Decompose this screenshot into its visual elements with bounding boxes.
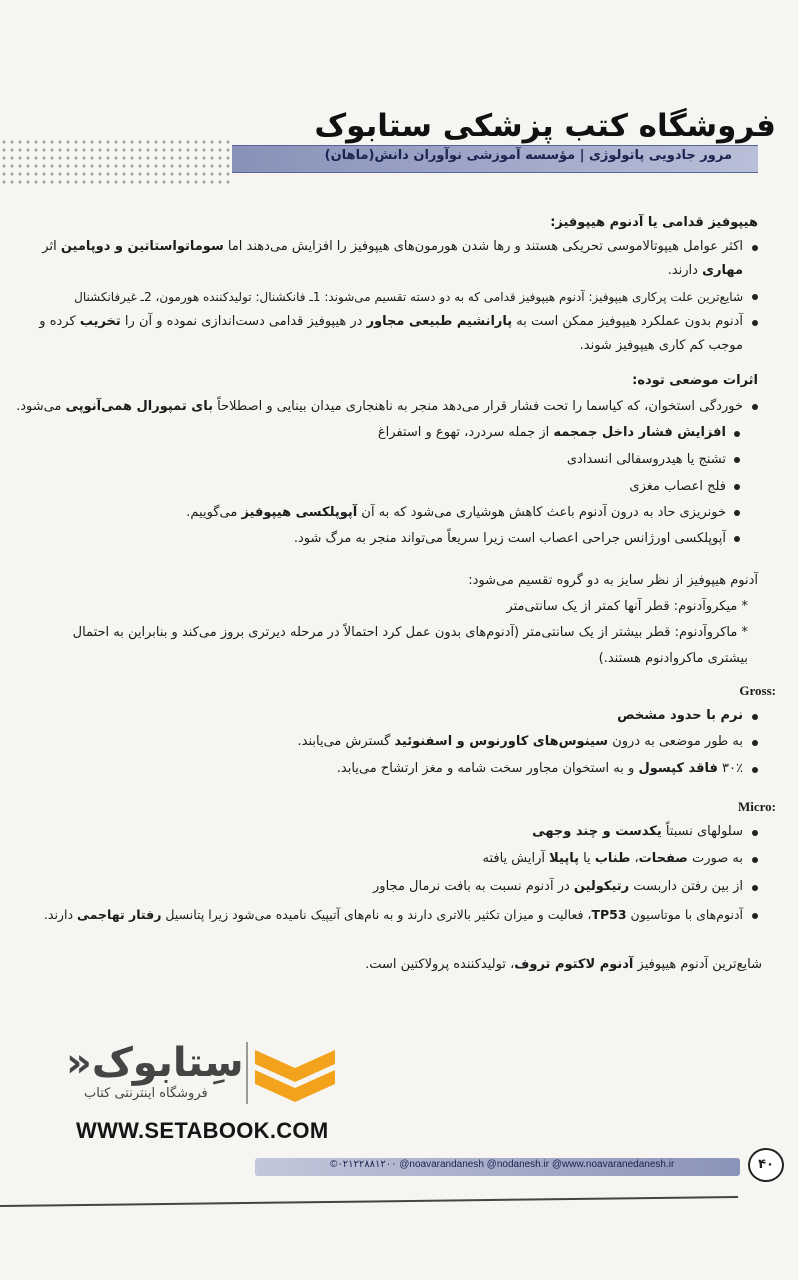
bullet [752, 294, 758, 300]
paragraph-line: آدنوم بدون عملکرد هیپوفیز ممکن است به پارانشیم طبیعی مجاور در هیپوفیز قدامی دست‌اندازی نموده و آن را تخریب کرده و [39, 314, 743, 329]
bullet [752, 245, 758, 251]
section-heading: اثرات موضعی توده: [632, 373, 758, 388]
bullet [752, 404, 758, 410]
page-number: ۴۰ [748, 1148, 784, 1182]
bullet [752, 320, 758, 326]
bullet [752, 885, 758, 891]
website-url: WWW.SETABOOK.COM [76, 1118, 329, 1143]
bullet [752, 830, 758, 836]
paragraph-line: اکثر عوامل هیپوتالاموسی تحریکی هستند و رها شدن هورمون‌های هیپوفیز را افزایش می‌دهند اما سوماتواستاتین و دوپامین اثر [42, 239, 743, 254]
logo-divider [246, 1042, 248, 1104]
gross-heading: Gross: [739, 683, 776, 698]
closing-sentence: شایع‌ترین آدنوم هیپوفیز آدنوم لاکتوم تروف، تولیدکننده پرولاکتین است. [365, 957, 762, 972]
list-item: به صورت صفحات، طناب یا پاپیلا آرایش یافته [482, 851, 743, 866]
bullet [752, 913, 758, 919]
paragraph-line: مهاری دارند. [667, 263, 743, 278]
bullet [734, 536, 740, 542]
banner-text: مرور جادویی پاتولوژی | مؤسسه آموزشی نوآوران دانش(ماهان) [324, 148, 732, 163]
list-item: خونریزی حاد به درون آدنوم باعث کاهش هوشیاری می‌شود که به آن آپوپلکسی هیپوفیز می‌گوییم. [186, 505, 726, 520]
paragraph-line: بیشتری ماکروادنوم هستند.) [598, 651, 748, 666]
list-item: خوردگی استخوان، که کیاسما را تحت فشار قرار می‌دهد منجر به ناهنجاری میدان بینایی و اصطلاحاً بای تمپورال همی‌آنوپی می‌شود. [16, 399, 743, 414]
footer-rule [0, 1196, 738, 1207]
bullet [752, 714, 758, 720]
list-item: به طور موضعی به درون سینوس‌های کاورنوس و اسفنوئید گسترش می‌یابند. [297, 734, 743, 749]
bullet [752, 767, 758, 773]
paragraph-line: موجب کم کاری هیپوفیز شوند. [579, 338, 743, 353]
bullet [752, 740, 758, 746]
paragraph-line: * ماکروآدنوم: قطر بیشتر از یک سانتی‌متر (آدنوم‌های بدون عمل کرد احتمالاً در مرحله دیرتری بروز می‌کند و بنابراین به احتمال [72, 625, 748, 640]
bullet [734, 457, 740, 463]
list-item: افزایش فشار داخل جمجمه از جمله سردرد، تهوع و استفراغ [377, 425, 726, 440]
list-item: آپوپلکسی اورژانس جراحی اعصاب است زیرا سریعاً می‌تواند منجر به مرگ شود. [293, 531, 726, 546]
paragraph-line: آدنوم هیپوفیز از نظر سایز به دو گروه تقسیم می‌شود: [468, 573, 758, 588]
paragraph-line: شایع‌ترین علت پرکاری هیپوفیز: آدنوم هیپوفیز قدامی که به دو دسته تقسیم می‌شوند: 1ـ فانکشنال: تولیدکننده هورمون، 2ـ غیرفانکشنال [74, 290, 743, 304]
bullet [752, 857, 758, 863]
section-heading: هیپوفیز قدامی یا آدنوم هیپوفیز: [550, 215, 758, 230]
store-title: فروشگاه کتب پزشکی ستابوک [314, 108, 776, 144]
footer-contacts: ©۰۲۱۲۲۸۸۱۲۰۰ @noavarandanesh @nodanesh.ir @www.noavaranedanesh.ir [330, 1159, 675, 1170]
micro-heading: Micro: [737, 799, 776, 814]
list-item: نرم با حدود مشخص [617, 708, 743, 723]
bullet [734, 431, 740, 437]
paragraph-line: * میکروآدنوم: قطر آنها کمتر از یک سانتی‌متر [506, 599, 748, 614]
list-item: فلج اعصاب مغزی [629, 479, 726, 494]
logo-wordmark: سِتابوک« [66, 1040, 244, 1086]
list-item: از بین رفتن داربست رتیکولین در آدنوم نسبت به بافت نرمال مجاور [373, 879, 743, 894]
list-item: تشنج یا هیدروسفالی انسدادی [566, 452, 726, 467]
list-item: ۳۰٪ فاقد کپسول و به استخوان مجاور سخت شامه و مغز ارتشاح می‌یابد. [336, 761, 743, 776]
list-item: آدنوم‌های با موتاسیون TP53، فعالیت و میزان تکثیر بالاتری دارند و به نام‌های آتیپیک نامیده می‌شود زیرا پتانسیل رفتار تهاجمی دارند. [43, 907, 743, 922]
bullet [734, 484, 740, 490]
setabook-logo-icon [255, 1044, 335, 1106]
logo-subtitle: فروشگاه اینترنتی کتاب [84, 1086, 208, 1101]
list-item: سلولهای نسبتاً یکدست و چند وجهی [532, 824, 743, 839]
bullet [734, 510, 740, 516]
dot-pattern [0, 138, 232, 188]
